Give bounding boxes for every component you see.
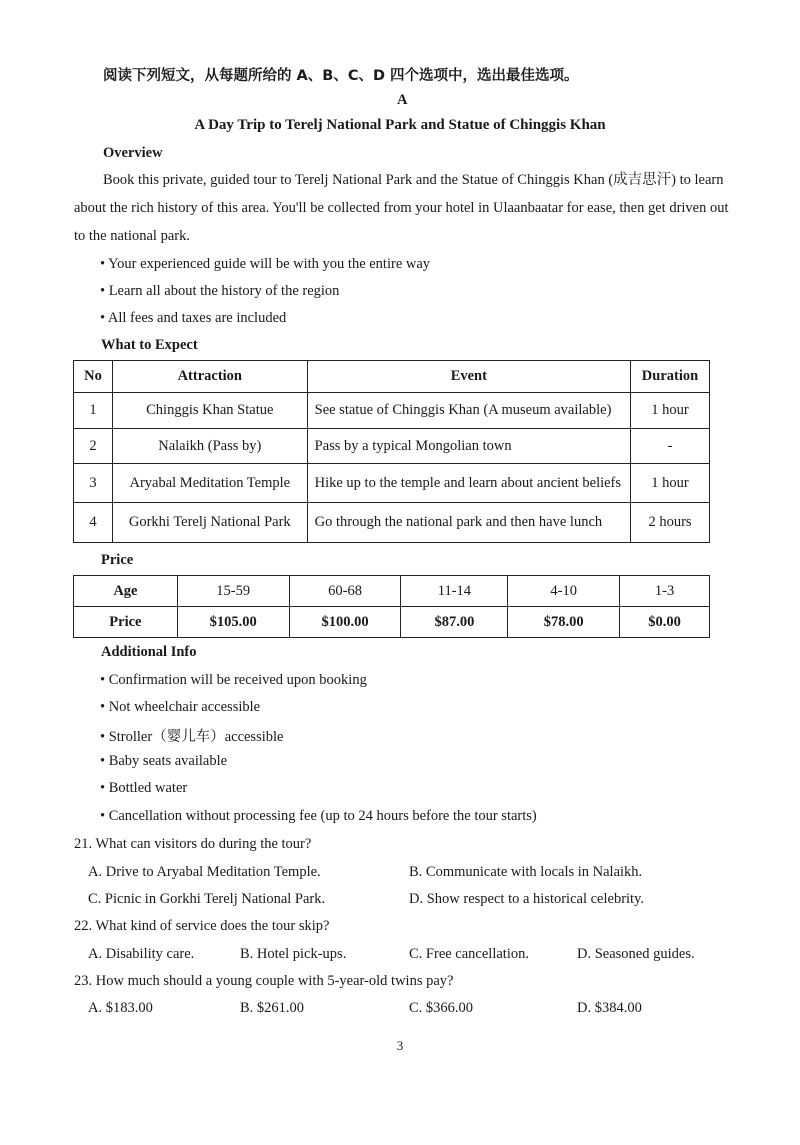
price-cell: $87.00 [401,607,508,638]
question-22-option-d: D. Seasoned guides. [577,946,695,962]
event-cell: Hike up to the temple and learn about ancient beliefs [307,464,630,503]
age-cell: 11-14 [401,576,508,607]
question-23-option-b: B. $261.00 [240,1000,305,1016]
price-cell: $105.00 [177,607,289,638]
event-cell: Pass by a typical Mongolian town [307,429,630,464]
passage-title: A Day Trip to Terelj National Park and Statue of Chinggis Khan [194,117,606,133]
price-cell: $0.00 [620,607,710,638]
age-cell: 1-3 [620,576,710,607]
info-bullet: • Not wheelchair accessible [100,699,261,715]
additional-info-heading: Additional Info [101,644,197,660]
event-cell: See statue of Chinggis Khan (A museum available) [307,393,630,429]
row-number: 4 [74,503,113,543]
question-22-stem: 22. What kind of service does the tour skip? [74,918,330,934]
question-21-option-c: C. Picnic in Gorkhi Terelj National Park. [88,891,326,907]
question-22-option-b: B. Hotel pick-ups. [240,946,347,962]
age-cell: 60-68 [289,576,401,607]
page-number: 3 [396,1038,404,1053]
column-header: Attraction [112,361,307,393]
section-label: A [397,92,408,108]
question-22-option-c: C. Free cancellation. [409,946,529,962]
column-header: Duration [631,361,710,393]
overview-line-1: Book this private, guided tour to Terelj National Park and the Statue of Chinggis Khan (成吉思汗) to learn [103,172,724,188]
table-row [74,464,710,503]
price-cell: $78.00 [508,607,620,638]
instructions: 阅读下列短文，从每题所给的 A、B、C、D 四个选项中，选出最佳选项。 [103,68,579,84]
overview-bullet: • All fees and taxes are included [100,310,287,326]
overview-line-2: about the rich history of this area. You'll be collected from your hotel in Ulaanbaatar for ease, then get driven out [74,200,729,216]
question-23-option-a: A. $183.00 [88,1000,153,1016]
overview-paragraph [74,166,736,250]
attraction-cell: Aryabal Meditation Temple [112,464,307,503]
info-bullet: • Stroller（婴儿车）accessible [100,729,284,745]
age-row [74,576,710,607]
question-22-option-a: A. Disability care. [88,946,195,962]
column-header: Event [307,361,630,393]
overview-line-3: to the national park. [74,228,190,244]
info-bullet: • Cancellation without processing fee (up to 24 hours before the tour starts) [100,808,537,824]
question-23-option-d: D. $384.00 [577,1000,642,1016]
duration-cell: 1 hour [631,393,710,429]
attraction-cell: Nalaikh (Pass by) [112,429,307,464]
itinerary-table [73,360,710,543]
overview-bullet: • Learn all about the history of the region [100,283,340,299]
overview-heading: Overview [103,145,163,161]
table-header-row [74,361,710,393]
duration-cell: 2 hours [631,503,710,543]
overview-bullet: • Your experienced guide will be with you the entire way [100,256,431,272]
row-number: 3 [74,464,113,503]
price-cell: $100.00 [289,607,401,638]
row-number: 2 [74,429,113,464]
duration-cell: 1 hour [631,464,710,503]
question-23-option-c: C. $366.00 [409,1000,474,1016]
event-cell: Go through the national park and then have lunch [307,503,630,543]
table-row [74,393,710,429]
duration-cell: - [631,429,710,464]
attraction-cell: Gorkhi Terelj National Park [112,503,307,543]
age-cell: 15-59 [177,576,289,607]
info-bullet: • Baby seats available [100,753,228,769]
info-bullet: • Bottled water [100,780,188,796]
question-21-option-a: A. Drive to Aryabal Meditation Temple. [88,864,321,880]
row-number: 1 [74,393,113,429]
what-to-expect-heading: What to Expect [101,337,198,353]
age-label: Age [74,576,178,607]
price-heading: Price [101,552,134,568]
table-row [74,429,710,464]
question-21-stem: 21. What can visitors do during the tour? [74,836,312,852]
age-cell: 4-10 [508,576,620,607]
question-23-stem: 23. How much should a young couple with 5-year-old twins pay? [74,973,454,989]
attraction-cell: Chinggis Khan Statue [112,393,307,429]
info-bullet: • Confirmation will be received upon booking [100,672,367,688]
column-header: No [74,361,113,393]
price-table [73,575,710,638]
price-label: Price [74,607,178,638]
table-row [74,503,710,543]
question-21-option-b: B. Communicate with locals in Nalaikh. [409,864,643,880]
price-row [74,607,710,638]
question-21-option-d: D. Show respect to a historical celebrity. [409,891,645,907]
